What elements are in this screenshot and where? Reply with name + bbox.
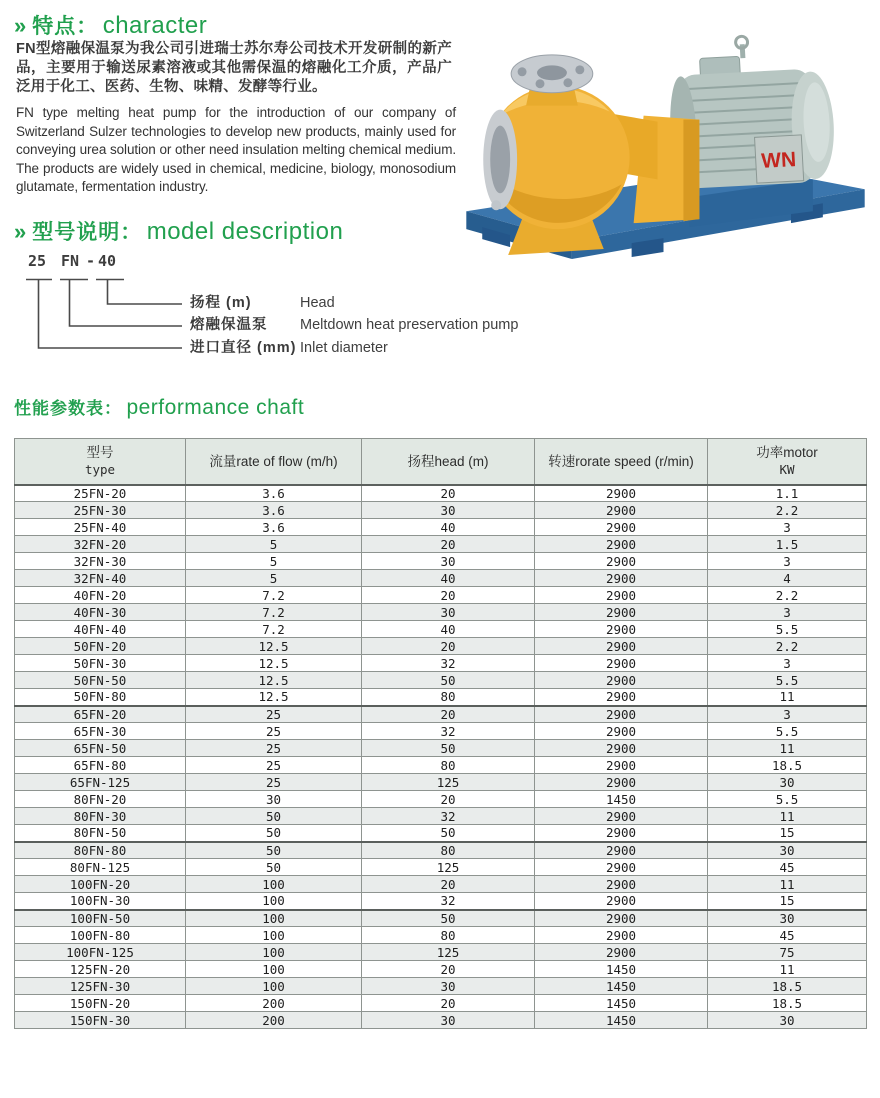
table-cell: 25FN-30	[15, 502, 186, 519]
table-row	[15, 944, 867, 961]
table-cell: 2900	[535, 621, 708, 638]
table-row	[15, 587, 867, 604]
table-cell: 2900	[535, 910, 708, 927]
table-row	[15, 689, 867, 706]
table-cell: 80FN-50	[15, 825, 186, 842]
table-cell: 2900	[535, 553, 708, 570]
table-cell: 2900	[535, 689, 708, 706]
table-row	[15, 553, 867, 570]
table-cell: 65FN-125	[15, 774, 186, 791]
table-row	[15, 655, 867, 672]
model-label-pump-type	[14, 316, 519, 334]
table-cell: 15	[708, 893, 867, 910]
table-cell: 4	[708, 570, 867, 587]
table-cell: 50	[186, 859, 362, 876]
table-cell: 100	[186, 978, 362, 995]
table-row	[15, 502, 867, 519]
table-cell: 25	[186, 723, 362, 740]
table-cell: 80FN-125	[15, 859, 186, 876]
table-cell: 100	[186, 893, 362, 910]
table-cell: 12.5	[186, 672, 362, 689]
table-cell: 15	[708, 825, 867, 842]
table-cell: 12.5	[186, 638, 362, 655]
table-cell: 50	[362, 910, 535, 927]
chevron-icon: »	[14, 219, 27, 244]
table-cell: 200	[186, 1012, 362, 1029]
table-cell: 5	[186, 536, 362, 553]
table-cell: 2900	[535, 740, 708, 757]
table-cell: 5.5	[708, 672, 867, 689]
table-row	[15, 927, 867, 944]
table-cell: 11	[708, 689, 867, 706]
table-cell: 50FN-20	[15, 638, 186, 655]
table-cell: 30	[708, 1012, 867, 1029]
model-label-pump-type-zh: 熔融保温泵	[190, 317, 268, 333]
table-cell: 3.6	[186, 485, 362, 502]
table-cell: 2900	[535, 842, 708, 859]
model-label-pump-type-en: Meltdown heat preservation pump	[300, 317, 519, 333]
table-cell: 65FN-50	[15, 740, 186, 757]
table-cell: 100FN-20	[15, 876, 186, 893]
section-title-character-zh: 特点：	[32, 15, 99, 38]
table-cell: 40	[362, 570, 535, 587]
table-cell: 1.1	[708, 485, 867, 502]
table-row	[15, 706, 867, 723]
table-cell: 1450	[535, 791, 708, 808]
table-cell: 1450	[535, 978, 708, 995]
section-title-model-en: model description	[146, 218, 344, 245]
section-title-character	[14, 10, 207, 40]
table-row	[15, 910, 867, 927]
table-cell: 125	[362, 944, 535, 961]
table-cell: 100	[186, 876, 362, 893]
character-paragraph-en: FN type melting heat pump for the introduction of our company of Switzerland Sulzer technologies to develop new products, mainly used for conveying urea solution or other need insulation melting chemical medium. The products are widely used in chemical, medicine, biology, monosodium glutamate, fermentation industry.	[16, 105, 456, 194]
table-cell: 80	[362, 689, 535, 706]
table-cell: 2900	[535, 638, 708, 655]
section-title-performance-zh: 性能参数表：	[14, 399, 122, 418]
table-cell: 2900	[535, 672, 708, 689]
table-row	[15, 740, 867, 757]
character-paragraph-zh: FN型熔融保温泵为我公司引进瑞士苏尔寿公司技术开发研制的新产品，主要用于输送尿素溶液或其他需保温的熔融化工介质，产品广泛用于化工、医药、生物、味精、发酵等行业。	[16, 41, 452, 95]
performance-table	[14, 438, 867, 1029]
table-cell: 200	[186, 995, 362, 1012]
table-row	[15, 876, 867, 893]
table-cell: 30	[362, 502, 535, 519]
motor-brand-label: WN	[760, 148, 797, 173]
table-cell: 3	[708, 655, 867, 672]
table-cell: 3	[708, 706, 867, 723]
table-cell: 5.5	[708, 791, 867, 808]
table-cell: 30	[708, 774, 867, 791]
table-cell: 125	[362, 774, 535, 791]
column-header: 型号 type	[15, 439, 186, 485]
table-cell: 3.6	[186, 519, 362, 536]
table-cell: 50FN-80	[15, 689, 186, 706]
table-cell: 50FN-50	[15, 672, 186, 689]
model-label-head-zh: 扬程 (m)	[190, 295, 252, 311]
table-cell: 32FN-20	[15, 536, 186, 553]
table-cell: 20	[362, 995, 535, 1012]
table-cell: 12.5	[186, 655, 362, 672]
table-cell: 11	[708, 876, 867, 893]
table-cell: 2900	[535, 604, 708, 621]
table-cell: 75	[708, 944, 867, 961]
table-row	[15, 570, 867, 587]
table-cell: 45	[708, 927, 867, 944]
table-row	[15, 791, 867, 808]
model-code-diagram	[14, 250, 519, 368]
column-header: 流量rate of flow (m/h)	[186, 439, 362, 485]
column-header: 扬程head (m)	[362, 439, 535, 485]
table-row	[15, 978, 867, 995]
table-cell: 125FN-20	[15, 961, 186, 978]
table-cell: 3	[708, 553, 867, 570]
section-title-model	[14, 216, 343, 246]
model-code-dash: -	[86, 252, 96, 270]
table-row	[15, 961, 867, 978]
section-title-performance	[14, 394, 304, 420]
table-cell: 40FN-30	[15, 604, 186, 621]
table-cell: 80FN-80	[15, 842, 186, 859]
table-cell: 2900	[535, 944, 708, 961]
table-cell: 2.2	[708, 638, 867, 655]
table-row	[15, 638, 867, 655]
table-row	[15, 774, 867, 791]
table-cell: 11	[708, 961, 867, 978]
table-cell: 30	[708, 910, 867, 927]
table-cell: 5.5	[708, 621, 867, 638]
table-cell: 32FN-30	[15, 553, 186, 570]
table-cell: 150FN-30	[15, 1012, 186, 1029]
table-row	[15, 536, 867, 553]
table-cell: 32	[362, 893, 535, 910]
table-cell: 40	[362, 621, 535, 638]
table-cell: 18.5	[708, 995, 867, 1012]
table-cell: 50	[186, 842, 362, 859]
model-code-inlet: 25	[28, 252, 47, 270]
table-cell: 20	[362, 485, 535, 502]
table-row	[15, 672, 867, 689]
table-cell: 30	[362, 604, 535, 621]
table-cell: 32	[362, 723, 535, 740]
table-row	[15, 485, 867, 502]
table-cell: 7.2	[186, 621, 362, 638]
table-cell: 20	[362, 961, 535, 978]
table-cell: 100FN-125	[15, 944, 186, 961]
table-cell: 7.2	[186, 587, 362, 604]
table-cell: 1.5	[708, 536, 867, 553]
table-cell: 50FN-30	[15, 655, 186, 672]
table-cell: 20	[362, 876, 535, 893]
table-cell: 1450	[535, 1012, 708, 1029]
table-cell: 40FN-40	[15, 621, 186, 638]
model-label-head-en: Head	[300, 295, 335, 311]
table-cell: 50	[362, 740, 535, 757]
table-cell: 2900	[535, 859, 708, 876]
table-cell: 11	[708, 808, 867, 825]
table-cell: 1450	[535, 961, 708, 978]
table-cell: 32FN-40	[15, 570, 186, 587]
model-label-inlet-diameter	[14, 339, 484, 357]
table-cell: 2900	[535, 706, 708, 723]
table-cell: 25	[186, 774, 362, 791]
table-cell: 2900	[535, 927, 708, 944]
table-row	[15, 723, 867, 740]
table-cell: 30	[362, 978, 535, 995]
table-cell: 50	[362, 825, 535, 842]
table-cell: 3.6	[186, 502, 362, 519]
table-row	[15, 519, 867, 536]
table-cell: 50	[186, 825, 362, 842]
table-cell: 20	[362, 638, 535, 655]
table-row	[15, 757, 867, 774]
table-cell: 7.2	[186, 604, 362, 621]
model-label-inlet-diameter-zh: 进口直径 (mm)	[190, 340, 297, 356]
table-cell: 5	[186, 553, 362, 570]
table-cell: 25FN-40	[15, 519, 186, 536]
table-cell: 2900	[535, 485, 708, 502]
table-cell: 30	[362, 553, 535, 570]
table-cell: 2900	[535, 587, 708, 604]
table-cell: 5.5	[708, 723, 867, 740]
table-cell: 2900	[535, 774, 708, 791]
table-cell: 45	[708, 859, 867, 876]
table-cell: 100FN-30	[15, 893, 186, 910]
table-cell: 100	[186, 927, 362, 944]
table-cell: 80FN-30	[15, 808, 186, 825]
table-cell: 25FN-20	[15, 485, 186, 502]
table-cell: 3	[708, 519, 867, 536]
table-cell: 2900	[535, 876, 708, 893]
table-cell: 2900	[535, 808, 708, 825]
table-cell: 2900	[535, 655, 708, 672]
table-cell: 2900	[535, 723, 708, 740]
table-cell: 65FN-80	[15, 757, 186, 774]
table-cell: 2900	[535, 502, 708, 519]
table-cell: 32	[362, 808, 535, 825]
performance-table-body	[15, 485, 867, 1029]
table-cell: 32	[362, 655, 535, 672]
table-cell: 80	[362, 927, 535, 944]
table-cell: 40FN-20	[15, 587, 186, 604]
table-cell: 20	[362, 706, 535, 723]
table-row	[15, 995, 867, 1012]
table-cell: 5	[186, 570, 362, 587]
model-label-head	[14, 294, 484, 312]
model-label-inlet-diameter-en: Inlet diameter	[300, 340, 388, 356]
table-row	[15, 808, 867, 825]
table-cell: 80	[362, 842, 535, 859]
table-cell: 12.5	[186, 689, 362, 706]
table-cell: 80	[362, 757, 535, 774]
table-cell: 150FN-20	[15, 995, 186, 1012]
table-cell: 30	[708, 842, 867, 859]
table-cell: 20	[362, 791, 535, 808]
table-row	[15, 604, 867, 621]
table-cell: 25	[186, 740, 362, 757]
table-row	[15, 893, 867, 910]
table-cell: 50	[362, 672, 535, 689]
table-cell: 2.2	[708, 502, 867, 519]
table-cell: 20	[362, 536, 535, 553]
table-cell: 20	[362, 587, 535, 604]
table-row	[15, 1012, 867, 1029]
table-cell: 80FN-20	[15, 791, 186, 808]
table-cell: 125	[362, 859, 535, 876]
section-title-character-en: character	[102, 12, 208, 39]
table-cell: 30	[362, 1012, 535, 1029]
table-cell: 25	[186, 706, 362, 723]
table-cell: 100	[186, 910, 362, 927]
table-cell: 2900	[535, 757, 708, 774]
table-cell: 18.5	[708, 978, 867, 995]
table-cell: 100	[186, 961, 362, 978]
model-code-series: FN	[61, 252, 80, 270]
table-cell: 125FN-30	[15, 978, 186, 995]
table-cell: 2900	[535, 519, 708, 536]
column-header: 功率motor KW	[708, 439, 867, 485]
model-code-head: 40	[98, 252, 117, 270]
section-title-model-zh: 型号说明：	[32, 221, 143, 244]
table-cell: 2900	[535, 893, 708, 910]
table-cell: 25	[186, 757, 362, 774]
table-cell: 65FN-30	[15, 723, 186, 740]
pump-product-photo	[452, 20, 876, 264]
table-cell: 40	[362, 519, 535, 536]
table-cell: 2900	[535, 570, 708, 587]
table-cell: 100	[186, 944, 362, 961]
table-cell: 3	[708, 604, 867, 621]
column-header: 转速rorate speed (r/min)	[535, 439, 708, 485]
table-cell: 2.2	[708, 587, 867, 604]
table-cell: 18.5	[708, 757, 867, 774]
table-cell: 2900	[535, 825, 708, 842]
table-row	[15, 825, 867, 842]
performance-table-header-row	[15, 439, 867, 485]
table-cell: 11	[708, 740, 867, 757]
table-cell: 65FN-20	[15, 706, 186, 723]
table-cell: 100FN-80	[15, 927, 186, 944]
table-cell: 50	[186, 808, 362, 825]
table-cell: 1450	[535, 995, 708, 1012]
table-cell: 30	[186, 791, 362, 808]
table-row	[15, 621, 867, 638]
chevron-icon: »	[14, 13, 27, 38]
table-row	[15, 842, 867, 859]
section-title-performance-en: performance chaft	[126, 396, 305, 419]
table-cell: 2900	[535, 536, 708, 553]
table-cell: 100FN-50	[15, 910, 186, 927]
table-row	[15, 859, 867, 876]
